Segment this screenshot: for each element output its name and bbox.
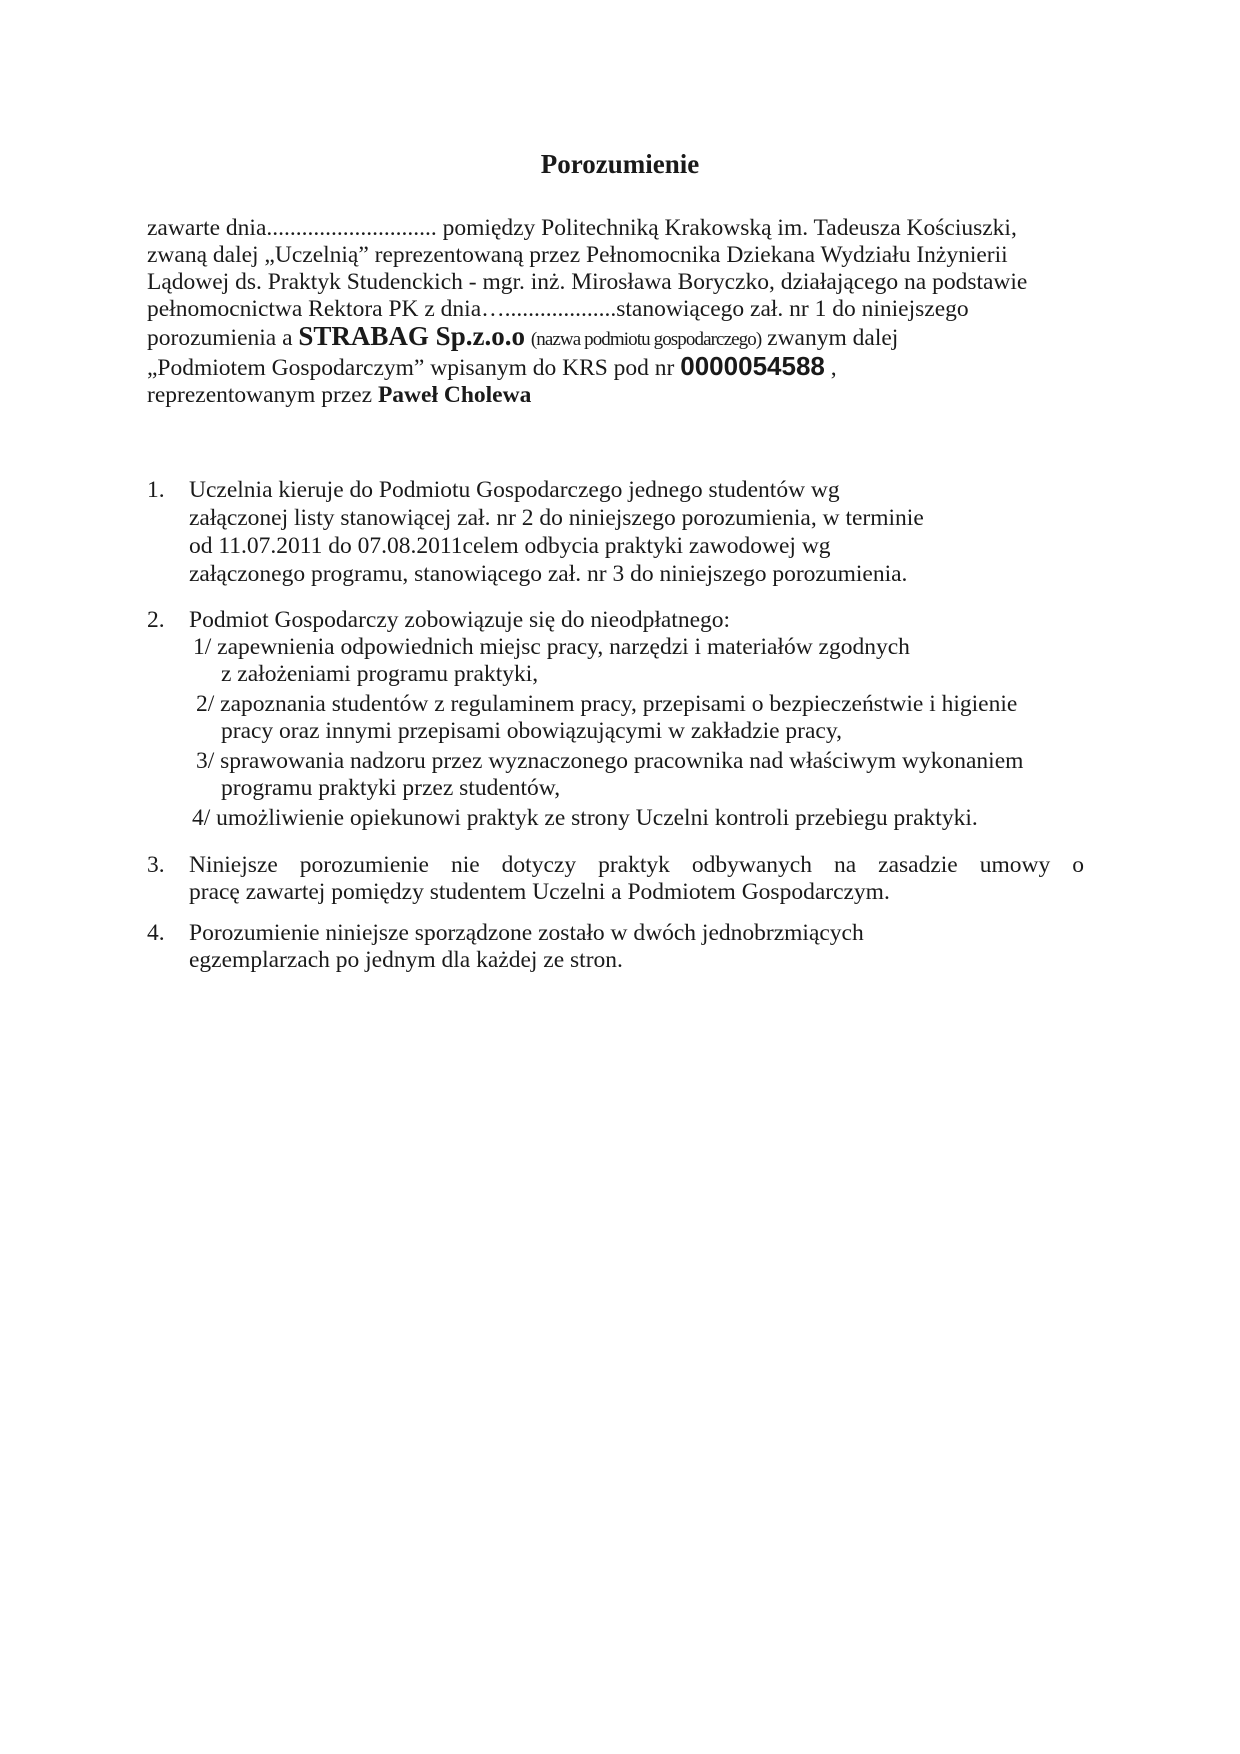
clause-line: od 11.07.2011 do 07.08.2011celem odbycia praktyki zawodowej wg [189,533,831,559]
krs-number: 0000054588 [680,351,825,381]
subclause-line: 4/ umożliwienie opiekunowi praktyk ze strony Uczelni kontroli przebiegu praktyki. [192,805,978,831]
subclause-line: 1/ zapewnienia odpowiednich miejsc pracy, narzędzi i materiałów zgodnych [193,634,910,660]
intro-line-1: zawarte dnia............................. pomiędzy Politechniką Krakowską im. Tadeusza Kościuszki, [147,215,1017,241]
clause-body [189,477,1099,588]
intro-line-3: Lądowej ds. Praktyk Studenckich - mgr. inż. Mirosława Boryczko, działającego na podstawie [147,269,1028,295]
clause-line: Niniejsze porozumienie nie dotyczy praktyk odbywanych na zasadzie umowy o [189,852,1084,878]
clause-line: egzemplarzach po jednym dla każdej ze stron. [189,947,623,973]
intro-line-5-suffix: zwanym dalej [761,325,899,351]
subclause-line: programu praktyki przez studentów, [221,775,561,801]
subclause-line: 3/ sprawowania nadzoru przez wyznaczonego pracownika nad właściwym wykonaniem [196,748,1024,774]
intro-paragraph [147,215,1097,409]
intro-line-4: pełnomocnictwa Rektora PK z dnia…...................stanowiącego zał. nr 1 do niniejszego [147,296,969,322]
clause-line: załączonej listy stanowiącej zał. nr 2 do niniejszego porozumienia, w terminie [189,505,924,531]
intro-line-2: zwaną dalej „Uczelnią” reprezentowaną przez Pełnomocnika Dziekana Wydziału Inżynierii [147,242,1008,268]
company-note: (nazwa podmiotu gospodarczego) [530,329,762,350]
clause-line: Uczelnia kieruje do Podmiotu Gospodarczego jednego studentów wg [189,477,840,503]
clause-number: 1. [147,477,165,503]
intro-line-6-suffix: , [824,355,837,381]
clause-line: załączonego programu, stanowiącego zał. nr 3 do niniejszego porozumienia. [189,561,908,587]
representative-name: Paweł Cholewa [377,382,532,408]
clause-body [189,607,1099,832]
clause-line: Porozumienie niniejsze sporządzone zostało w dwóch jednobrzmiących [189,920,864,946]
clause-line: Podmiot Gospodarczy zobowiązuje się do nieodpłatnego: [189,607,731,633]
intro-line-6-prefix: „Podmiotem Gospodarczym” wpisanym do KRS pod nr [147,355,681,381]
subclause-line: pracy oraz innymi przepisami obowiązującymi w zakładzie pracy, [221,718,842,744]
intro-line-7 [147,382,1097,409]
clause-body [189,920,1099,974]
clause-number: 3. [147,852,165,878]
subclause-line: z założeniami programu praktyki, [221,661,539,687]
intro-line-5 [147,323,1097,353]
subclause-line: 2/ zapoznania studentów z regulaminem pracy, przepisami o bezpieczeństwie i higienie [196,691,1018,717]
company-name: STRABAG Sp.z.o.o [298,321,525,351]
intro-line-7-prefix: reprezentowanym przez [147,382,378,408]
intro-line-6 [147,353,1097,382]
intro-line-5-prefix: porozumienia a [147,325,299,351]
clause-number: 4. [147,920,165,946]
document-title: Porozumienie [540,149,700,179]
clause-line: pracę zawartej pomiędzy studentem Uczelni a Podmiotem Gospodarczym. [189,879,890,905]
clause-body [189,852,1099,906]
clause-number: 2. [147,607,165,633]
